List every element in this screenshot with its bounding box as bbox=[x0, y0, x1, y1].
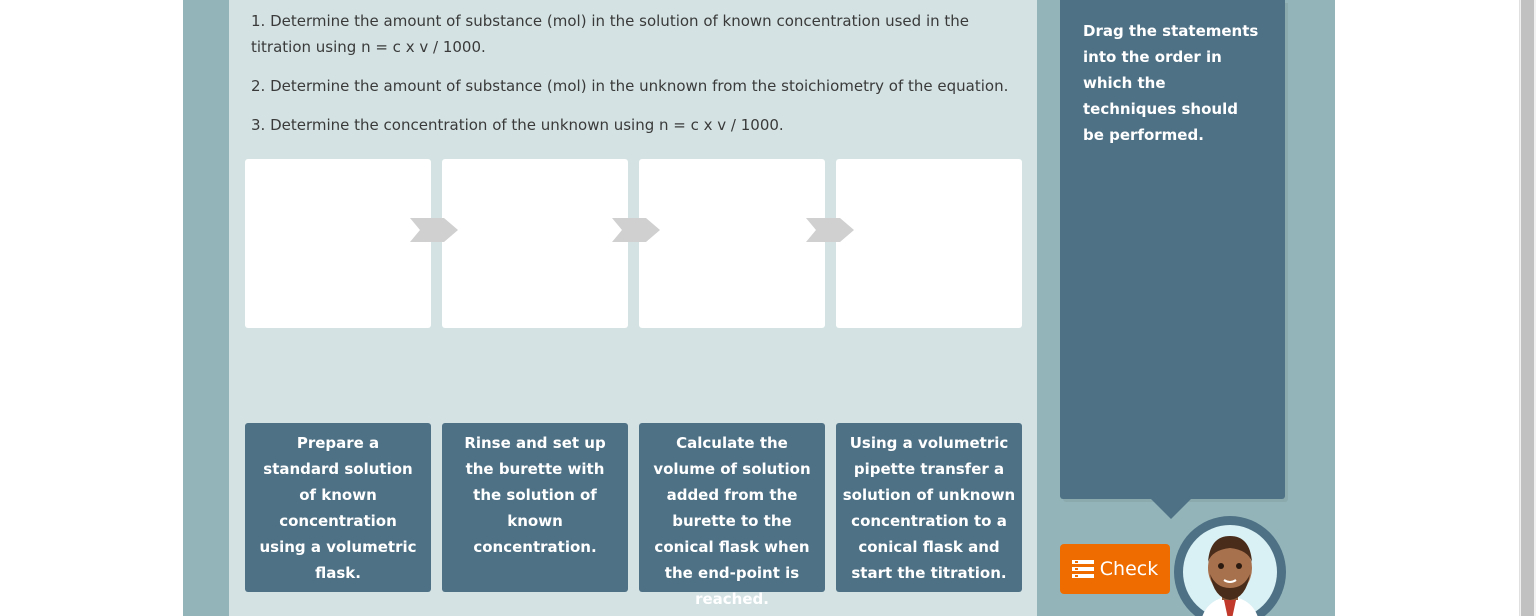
statement-card[interactable]: Rinse and set up the burette with the solution of known concentration. bbox=[442, 423, 628, 592]
chevron-right-icon bbox=[612, 218, 660, 242]
step-item: 3. Determine the concentration of the unknown using n = c x v / 1000. bbox=[251, 116, 784, 134]
drop-slot-1[interactable] bbox=[245, 159, 431, 328]
check-button-label: Check bbox=[1099, 558, 1159, 580]
check-button[interactable] bbox=[1060, 544, 1170, 594]
instruction-text: Drag the statements into the order in which the techniques should be performed. bbox=[1083, 22, 1259, 144]
statement-card[interactable]: Calculate the volume of solution added from the burette to the conical flask when the end-point is reached. bbox=[639, 423, 825, 592]
list-icon bbox=[1072, 560, 1094, 578]
drop-slot-2[interactable] bbox=[442, 159, 628, 328]
step-item: 1. Determine the amount of substance (mol) in the solution of known concentration used in the titration using n = c x v / 1000. bbox=[251, 12, 970, 56]
drop-slot-4[interactable] bbox=[836, 159, 1022, 328]
step-item: 2. Determine the amount of substance (mol) in the unknown from the stoichiometry of the equation. bbox=[251, 77, 1009, 95]
statement-card[interactable]: Using a volumetric pipette transfer a solution of unknown concentration to a conical flask and start the titration. bbox=[836, 423, 1022, 592]
scientist-avatar-icon bbox=[1174, 516, 1286, 616]
chevron-right-icon bbox=[806, 218, 854, 242]
scrollbar-thumb[interactable] bbox=[1521, 0, 1534, 616]
chevron-right-icon bbox=[410, 218, 458, 242]
steps-list bbox=[251, 8, 1021, 151]
statement-card[interactable]: Prepare a standard solution of known concentration using a volumetric flask. bbox=[245, 423, 431, 592]
drop-slot-3[interactable] bbox=[639, 159, 825, 328]
